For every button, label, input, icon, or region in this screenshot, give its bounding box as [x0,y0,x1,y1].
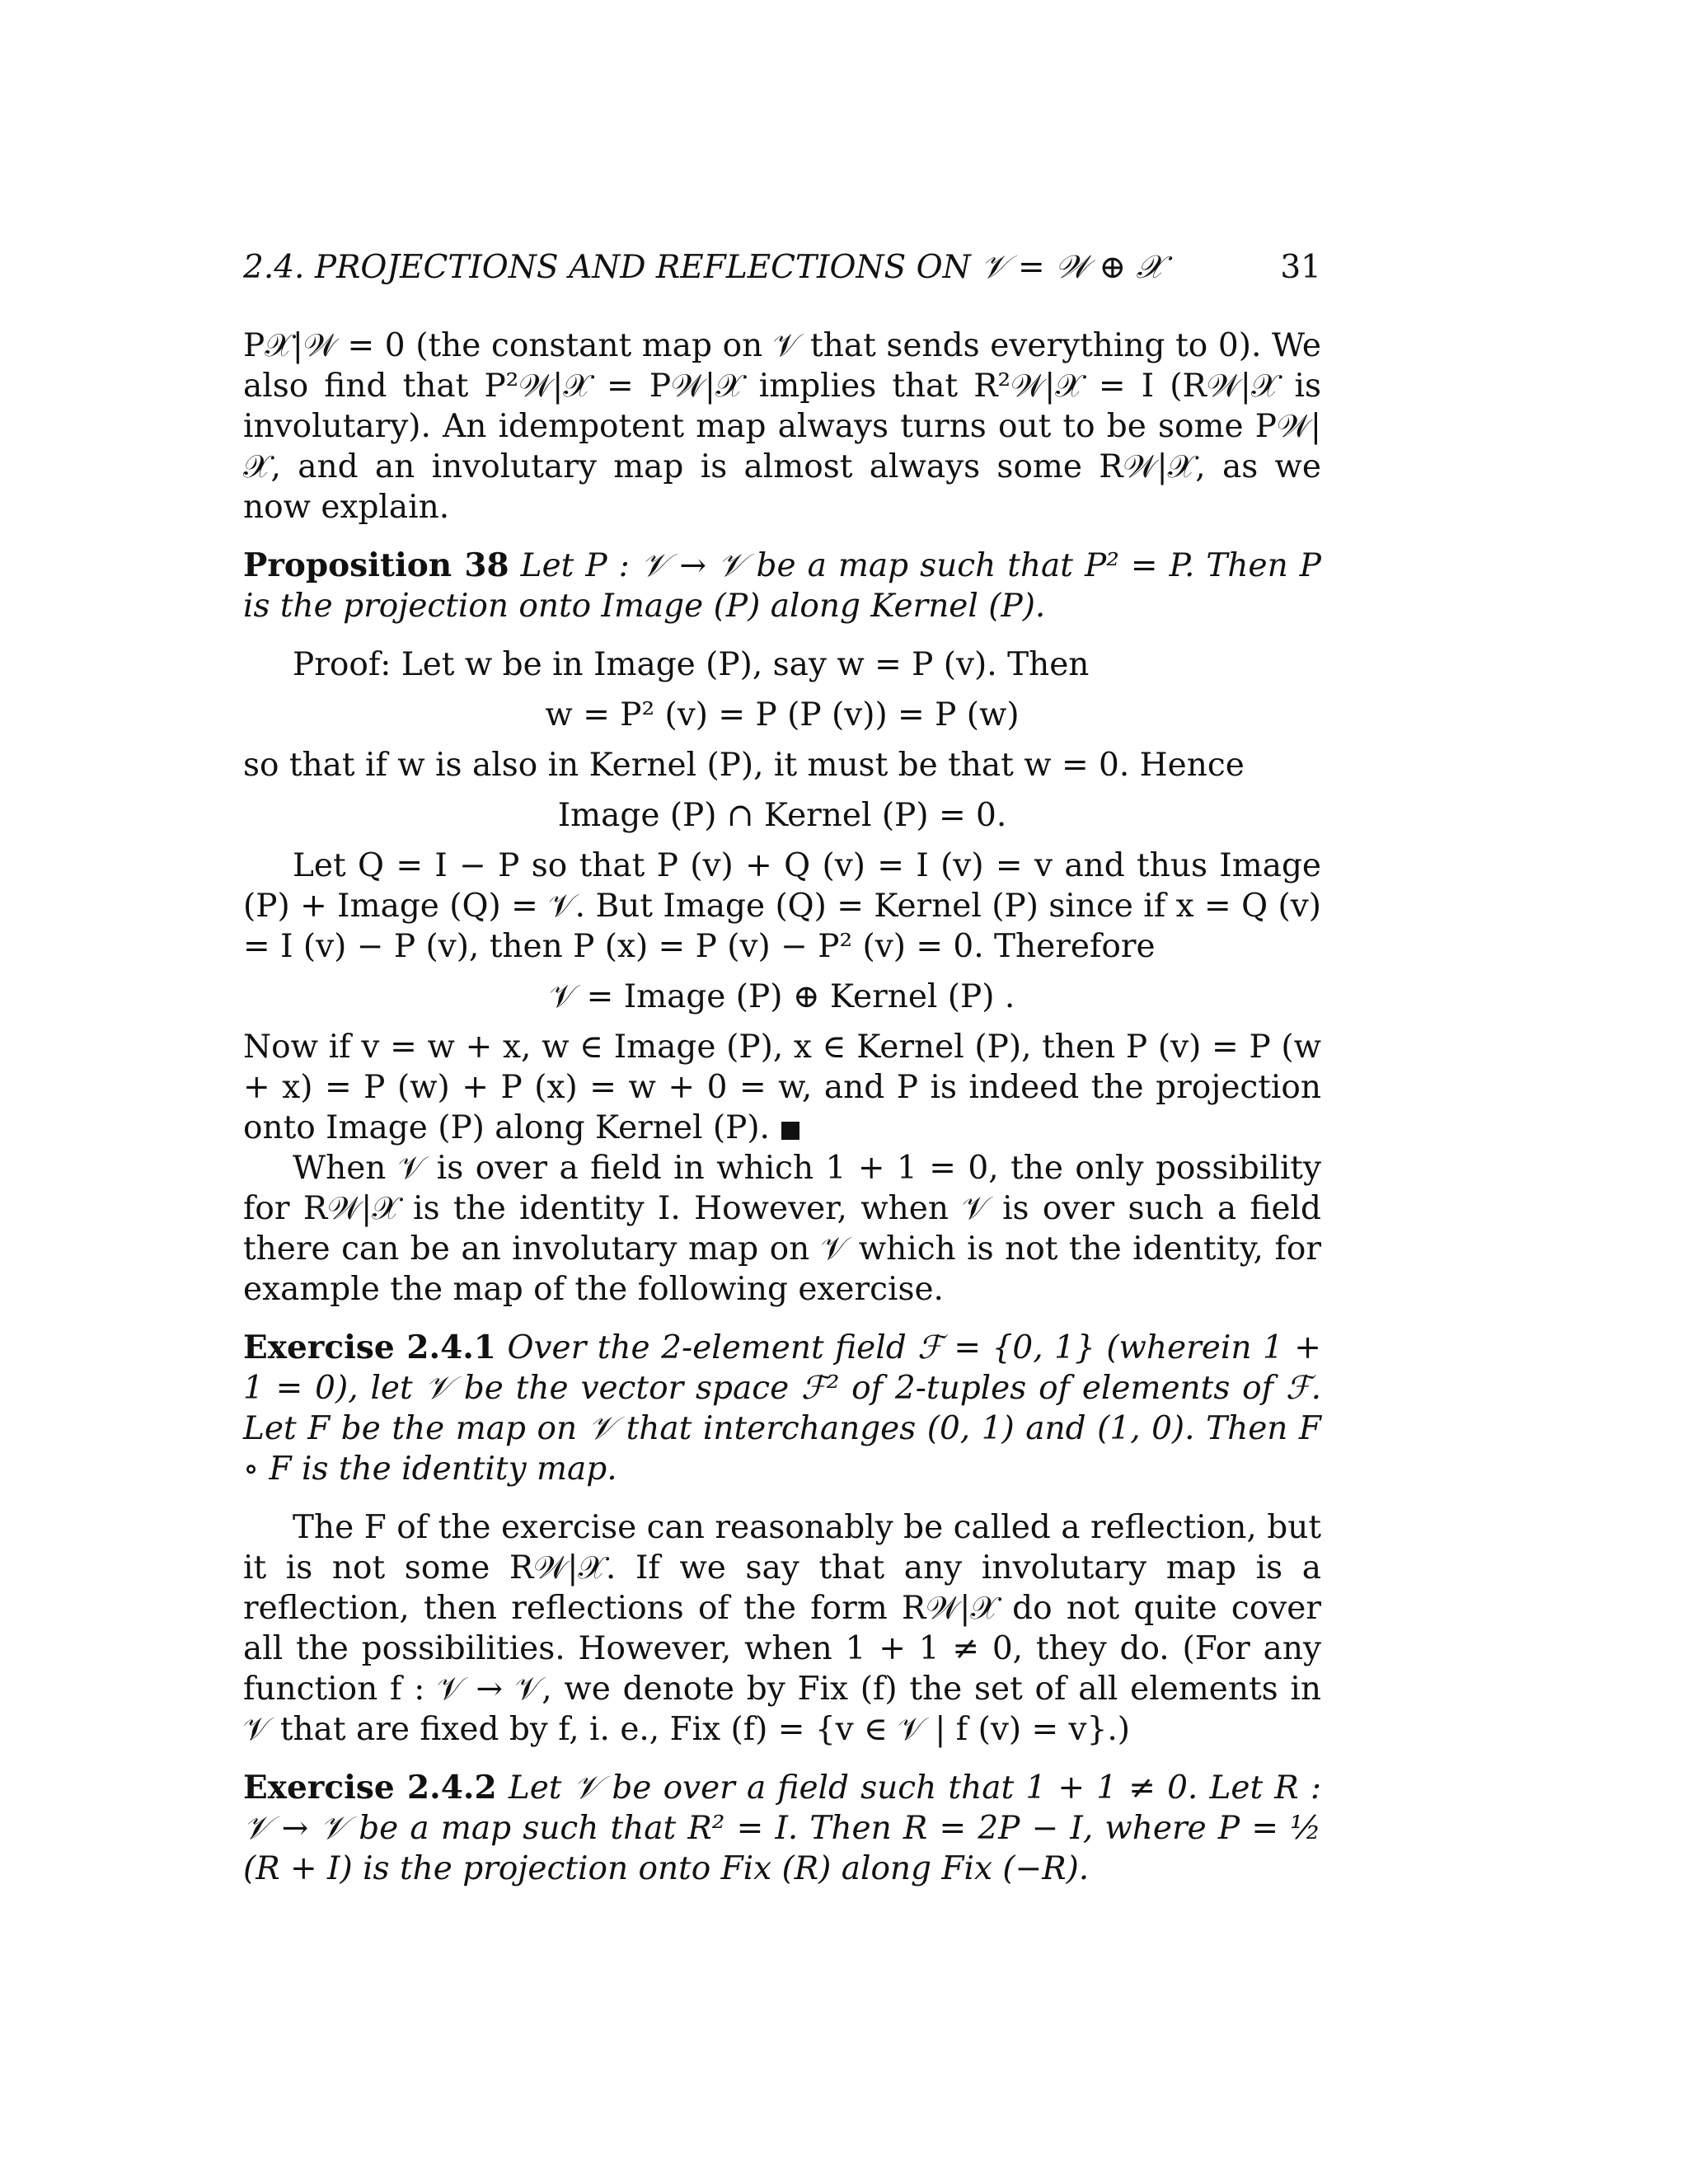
equation-2: Image (P) ∩ Kernel (P) = 0. [557,797,1007,834]
book-page [243,247,1321,1889]
proof-conclusion-text: Now if v = w + x, w ∈ Image (P), x ∈ Kernel (P), then P (v) = P (w + x) = P (w) + P (x) = w + 0 = w, and P is indeed the projection onto Image (P) along Kernel (P). [243,1029,1321,1146]
proposition-statement: Let P : 𝒱 → 𝒱 be a map such that P² = P. Then P is the projection onto Image (P) along Kernel (P). [243,547,1321,625]
proposition-label: Proposition 38 [243,546,509,584]
exercise-label: Exercise 2.4.2 [243,1769,497,1807]
paragraph-involutary: When 𝒱 is over a field in which 1 + 1 = 0, the only possibility for R𝒲|𝒳 is the identity I. However, when 𝒱 is over such a field there can be an involutary map on 𝒱 which is not the identity, for example the map of the following exercise. [243,1150,1321,1308]
proposition-38 [243,546,1321,626]
proof-kernel-step: so that if w is also in Kernel (P), it must be that w = 0. Hence [243,747,1245,784]
equation-3: 𝒱 = Image (P) ⊕ Kernel (P) . [549,978,1015,1015]
exercise-statement: Let 𝒱 be over a field such that 1 + 1 ≠ 0. Let R : 𝒱 → 𝒱 be a map such that R² = I. Then R = 2P − I, where P = ½ (R + I) is the projection onto Fix (R) along Fix (−R). [243,1769,1322,1887]
exercise-statement: Over the 2-element field ℱ = {0, 1} (wherein 1 + 1 = 0), let 𝒱 be the vector space ℱ² of 2-tuples of elements of ℱ. Let F be the map on 𝒱 that interchanges (0, 1) and (1, 0). Then F ∘ F is the identity map. [243,1329,1321,1488]
exercise-2-4-2 [243,1768,1321,1889]
exercise-2-4-1 [243,1328,1321,1489]
equation-1: w = P² (v) = P (P (v)) = P (w) [545,696,1020,733]
paragraph-reflection: The F of the exercise can reasonably be called a reflection, but it is not some R𝒲|𝒳. If we say that any involutary map is a reflection, then reflections of the form R𝒲|𝒳 do not quite cover all the possibilities. However, when 1 + 1 ≠ 0, they do. (For any function f : 𝒱 → 𝒱, we denote by Fix (f) the set of all elements in 𝒱 that are fixed by f, i. e., Fix (f) = {v ∈ 𝒱 | f (v) = v}.) [243,1509,1321,1748]
qed-square-icon [781,1122,799,1140]
proof-decomposition-step: Let Q = I − P so that P (v) + Q (v) = I (v) = v and thus Image (P) + Image (Q) = 𝒱. But Image (Q) = Kernel (P) since if x = Q (v) = I (v) − P (v), then P (x) = P (v) − P² (v) = 0. Therefore [243,847,1321,965]
proof-intro: Proof: Let w be in Image (P), say w = P (v). Then [293,646,1090,683]
running-title: 2.4. PROJECTIONS AND REFLECTIONS ON 𝒱 = 𝒲 ⊕ 𝒳 [243,249,1164,286]
page-number: 31 [1280,249,1321,286]
running-header [243,247,1321,288]
proof-conclusion [243,1027,1321,1148]
exercise-label: Exercise 2.4.1 [243,1329,496,1366]
paragraph-intro: P𝒳|𝒲 = 0 (the constant map on 𝒱 that sends everything to 0). We also find that P²𝒲|𝒳 = P𝒲|𝒳 implies that R²𝒲|𝒳 = I (R𝒲|𝒳 is involutary). An idempotent map always turns out to be some P𝒲|𝒳, and an involutary map is almost always some R𝒲|𝒳, as we now explain. [243,327,1321,526]
